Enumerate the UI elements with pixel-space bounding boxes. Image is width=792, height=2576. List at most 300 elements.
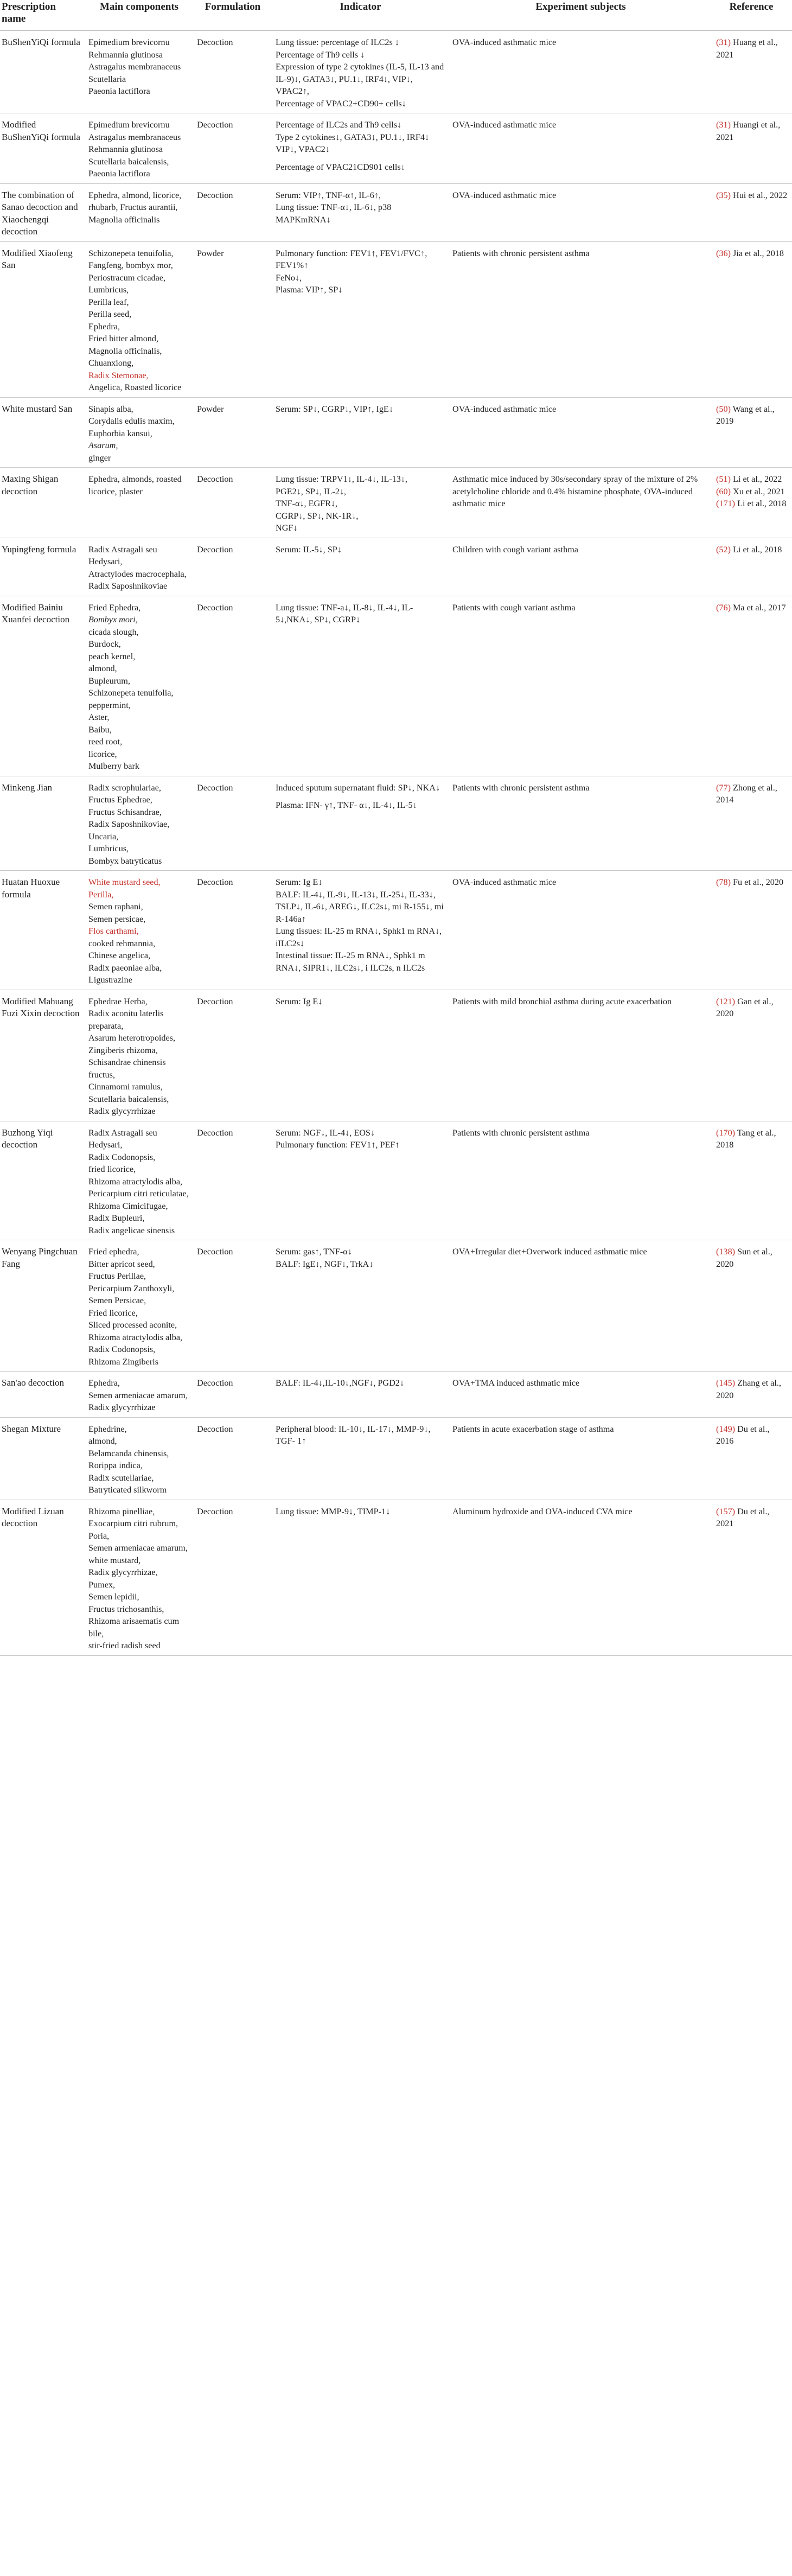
reference-entry (716, 544, 788, 556)
table-row (0, 113, 792, 184)
table-row (0, 31, 792, 113)
main-components-cell (87, 113, 195, 184)
reference-link[interactable]: (60) (716, 486, 731, 496)
reference-entry (716, 1377, 788, 1401)
reference-author: Li et al., 2018 (730, 544, 782, 554)
component-item: licorice, (88, 749, 117, 759)
component-item: Rehmannia glutinosa (88, 49, 163, 60)
component-item: Asarum heterotropoides, (88, 1033, 176, 1043)
component-item: Bupleurum, (88, 675, 130, 686)
indicator-line: Serum: IL-5↓, SP↓ (276, 544, 342, 554)
indicator-cell (274, 31, 451, 113)
component-item: Radix Codonopsis, (88, 1344, 156, 1354)
component-item: Radix Stemonae, (88, 370, 149, 380)
indicator-line: Intestinal tissue: IL-25 m RNA↓, Sphk1 m RNA↓, SIPR1↓, ILC2s↓, i ILC2s, n ILC2s (276, 951, 425, 973)
reference-entry (716, 1246, 788, 1270)
prescription-name-cell (0, 241, 87, 397)
prescription-name: Minkeng Jian (2, 782, 53, 793)
indicator-cell (274, 776, 451, 871)
main-components-cell (87, 538, 195, 596)
indicator-line: Serum: NGF↓, IL-4↓, EOS↓ (276, 1127, 375, 1138)
component-item: Bombyx mori, (88, 615, 138, 624)
experiment-subjects: OVA-induced asthmatic mice (452, 404, 557, 414)
prescription-name-cell (0, 397, 87, 468)
reference-link[interactable]: (76) (716, 602, 731, 613)
experiment-subjects-cell (451, 241, 714, 397)
reference-entry (716, 119, 788, 143)
experiment-subjects-cell (451, 596, 714, 776)
component-item: Radix glycyrrhizae (88, 1106, 156, 1116)
formulation-value: Decoction (197, 544, 233, 554)
indicator-cell (274, 1500, 451, 1655)
indicator-cell (274, 1417, 451, 1500)
header-main-components: Main components (87, 0, 195, 31)
component-item: Sinapis alba, (88, 404, 133, 414)
indicator-line: Lung tissue: TNF-a↓, IL-8↓, IL-4↓, IL-5↓,NKA↓, SP↓, CGRP↓ (276, 602, 413, 624)
table-row (0, 1121, 792, 1240)
reference-cell (714, 1240, 792, 1372)
component-item: Radix Astragali seu Hedysari, (88, 544, 157, 566)
reference-author: Wang et al., 2019 (716, 404, 777, 426)
formulation-cell (195, 1121, 274, 1240)
indicator-line: Percentage of VPAC21CD901 cells↓ (276, 162, 405, 172)
formulation-cell (195, 1372, 274, 1418)
main-components-cell (87, 1500, 195, 1655)
component-item: Astragalus membranaceus (88, 132, 181, 142)
indicator-line: Plasma: IFN- γ↑, TNF- α↓, IL-4↓, IL-5↓ (276, 800, 417, 810)
main-components-cell (87, 1372, 195, 1418)
component-item: Ephedrae Herba, (88, 996, 148, 1006)
component-item: Atractylodes macrocephala, (88, 569, 187, 579)
experiment-subjects: OVA-induced asthmatic mice (452, 877, 557, 887)
reference-cell (714, 1417, 792, 1500)
reference-link[interactable]: (149) (716, 1424, 736, 1434)
component-item: cooked rehmannia, (88, 938, 156, 948)
indicator-line: VIP↓, VPAC2↓ (276, 144, 330, 154)
component-item: Zingiberis rhizoma, (88, 1045, 158, 1055)
component-item: stir-fried radish seed (88, 1641, 161, 1650)
prescription-name: White mustard San (2, 403, 73, 414)
indicator-line: Percentage of Th9 cells ↓ (276, 49, 365, 60)
experiment-subjects-cell (451, 1500, 714, 1655)
component-item: Ephedra, (88, 321, 120, 331)
component-item: Pericarpium Zanthoxyli, (88, 1283, 175, 1293)
table-row (0, 1240, 792, 1372)
experiment-subjects: Patients with chronic persistent asthma (452, 1127, 590, 1138)
table-row (0, 596, 792, 776)
prescription-name-cell (0, 1500, 87, 1655)
indicator-line: Induced sputum supernatant fluid: SP↓, NKA↓ (276, 782, 440, 793)
component-item: Rehmannia glutinosa (88, 144, 163, 154)
component-item: Ligustrazine (88, 975, 132, 985)
component-item: Radix Codonopsis, (88, 1152, 156, 1162)
prescription-name: Modified Xiaofeng San (2, 247, 73, 270)
reference-link[interactable]: (157) (716, 1506, 736, 1516)
indicator-cell (274, 538, 451, 596)
prescription-name: Modified Mahuang Fuzi Xixin decoction (2, 996, 80, 1018)
component-item: Radix scrophulariae, (88, 782, 161, 793)
component-item: Uncaria, (88, 831, 119, 841)
main-components-cell (87, 596, 195, 776)
indicator-line: Serum: SP↓, CGRP↓, VIP↑, IgE↓ (276, 404, 393, 414)
component-item: Semen lepidii, (88, 1592, 139, 1602)
component-item: Radix aconitu laterlis preparata, (88, 1009, 164, 1031)
formulation-value: Decoction (197, 1127, 233, 1138)
component-item: Poria, (88, 1531, 110, 1541)
prescription-name-cell (0, 468, 87, 538)
header-prescription-name: Prescription name (0, 0, 87, 31)
formulation-cell (195, 1240, 274, 1372)
reference-link[interactable]: (170) (716, 1127, 736, 1138)
component-item: Pumex, (88, 1579, 116, 1590)
reference-link[interactable]: (31) (716, 120, 731, 130)
experiment-subjects-cell (451, 31, 714, 113)
component-item: Rorippa indica, (88, 1461, 143, 1470)
component-item: Mulberry bark (88, 761, 139, 771)
table-row (0, 1500, 792, 1655)
reference-entry (716, 782, 788, 806)
component-item: Euphorbia kansui, (88, 428, 152, 438)
prescription-name: Huatan Huoxue formula (2, 877, 60, 900)
formulation-value: Decoction (197, 877, 233, 887)
reference-link[interactable]: (31) (716, 37, 731, 47)
experiment-subjects-cell (451, 468, 714, 538)
component-item: fried licorice, (88, 1164, 136, 1174)
formulation-cell (195, 990, 274, 1121)
component-item: white mustard, (88, 1555, 141, 1565)
table-row (0, 990, 792, 1121)
experiment-subjects: OVA-induced asthmatic mice (452, 190, 557, 200)
formulation-cell (195, 776, 274, 871)
indicator-line: Pulmonary function: FEV1↑, FEV1/FVC↑, FEV1%↑ (276, 248, 427, 270)
main-components-cell (87, 31, 195, 113)
reference-author: Huangi et al., 2021 (716, 120, 783, 142)
component-item: Radix Bupleuri, (88, 1213, 145, 1223)
component-item: Fried Ephedra, (88, 602, 141, 613)
component-item: Semen armeniacae amarum, (88, 1390, 188, 1400)
reference-link[interactable]: (35) (716, 190, 731, 200)
component-item: Semen armeniacae amarum, (88, 1543, 188, 1553)
reference-author: Li et al., 2018 (735, 499, 787, 508)
component-item: Radix angelicae sinensis (88, 1225, 175, 1235)
header-row (0, 0, 792, 31)
reference-cell (714, 776, 792, 871)
reference-entry (716, 1127, 788, 1151)
reference-entry (716, 876, 788, 889)
prescription-name-cell (0, 871, 87, 990)
indicator-line: Lung tissues: IL-25 m RNA↓, Sphk1 m RNA↓, iILC2s↓ (276, 926, 442, 948)
main-components-cell (87, 1121, 195, 1240)
component-item: Rhizoma atractylodis alba, (88, 1176, 183, 1187)
component-item: Ephedra, (88, 1378, 120, 1388)
reference-cell (714, 596, 792, 776)
component-item: Epimedium brevicornu (88, 37, 170, 47)
component-item: Fried ephedra, (88, 1247, 139, 1257)
indicator-spacer (276, 156, 446, 161)
main-components-cell (87, 871, 195, 990)
reference-cell (714, 1121, 792, 1240)
component-item: Asarum, (88, 441, 118, 450)
component-item: Fangfeng, bombyx mor, (88, 260, 173, 270)
prescription-name-cell (0, 1121, 87, 1240)
reference-cell (714, 31, 792, 113)
reference-author: Zhang et al., 2020 (716, 1378, 784, 1400)
formulation-value: Decoction (197, 782, 233, 793)
reference-link[interactable]: (78) (716, 877, 731, 887)
indicator-line: Type 2 cytokines↓, GATA3↓, PU.1↓, IRF4↓ (276, 132, 430, 142)
prescription-name: Modified BuShenYiQi formula (2, 119, 80, 142)
indicator-line: BALF: IL-4↓,IL-10↓,NGF↓, PGD2↓ (276, 1378, 404, 1388)
experiment-subjects: Asthmatic mice induced by 30s/secondary spray of the mixture of 2% acetylcholine chloride and 0.4% histamine phosphate, OVA-induced asthmatic mice (452, 474, 698, 508)
indicator-cell (274, 990, 451, 1121)
reference-author: Hui et al., 2022 (730, 190, 788, 200)
component-item: Radix glycyrrhizae (88, 1402, 156, 1412)
reference-cell (714, 241, 792, 397)
indicator-line: Lung tissue: TRPV1↓, IL-4↓, IL-13↓, (276, 474, 407, 484)
component-item: Fried bitter almond, (88, 334, 159, 343)
main-components-cell (87, 1240, 195, 1372)
main-components-cell (87, 397, 195, 468)
main-components-cell (87, 241, 195, 397)
table-row (0, 1372, 792, 1418)
component-item: Semen raphani, (88, 902, 143, 911)
indicator-line: Lung tissue: TNF-α↓, IL-6↓, p38 MAPKmRNA↓ (276, 202, 392, 225)
formulation-value: Decoction (197, 602, 233, 613)
reference-entry (716, 996, 788, 1020)
reference-author: Gan et al., 2020 (716, 996, 776, 1018)
prescription-name-cell (0, 990, 87, 1121)
reference-entry (716, 1506, 788, 1530)
prescription-name: Buzhong Yiqi decoction (2, 1127, 53, 1150)
prescription-name-cell (0, 113, 87, 184)
indicator-line: TNF-α↓, EGFR↓, (276, 499, 338, 508)
component-item: Astragalus membranaceus (88, 62, 181, 72)
component-item: reed root, (88, 737, 123, 747)
component-item: Chuanxiong, (88, 358, 134, 368)
formulation-cell (195, 871, 274, 990)
reference-author: Li et al., 2022 (730, 474, 782, 484)
main-components-cell (87, 468, 195, 538)
component-item: almond, (88, 664, 117, 673)
indicator-line: Lung tissue: percentage of ILC2s ↓ (276, 37, 399, 47)
component-item: Scutellaria baicalensis, (88, 156, 169, 167)
prescription-name-cell (0, 596, 87, 776)
table-row (0, 183, 792, 241)
component-item: Semen persicae, (88, 914, 146, 924)
component-item: Fructus Schisandrae, (88, 807, 162, 817)
component-item: Batryticated silkworm (88, 1485, 167, 1495)
indicator-line: Serum: Ig E↓ (276, 996, 323, 1006)
reference-link[interactable]: (121) (716, 996, 736, 1006)
experiment-subjects: Patients with cough variant asthma (452, 602, 576, 613)
component-item: Radix Astragali seu Hedysari, (88, 1127, 157, 1150)
experiment-subjects: Aluminum hydroxide and OVA-induced CVA mice (452, 1506, 633, 1516)
component-item: peppermint, (88, 700, 131, 710)
indicator-cell (274, 468, 451, 538)
reference-link[interactable]: (36) (716, 248, 731, 258)
main-components-cell (87, 776, 195, 871)
reference-link[interactable]: (171) (716, 499, 736, 508)
formulation-value: Decoction (197, 1378, 233, 1388)
formulation-cell (195, 1500, 274, 1655)
experiment-subjects: OVA-induced asthmatic mice (452, 120, 557, 130)
reference-entry (716, 498, 788, 510)
reference-link[interactable]: (50) (716, 404, 731, 414)
main-components-cell (87, 1417, 195, 1500)
component-item: Baibu, (88, 724, 112, 735)
header-reference: Reference (714, 0, 792, 31)
reference-link[interactable]: (77) (716, 782, 731, 793)
component-item: Perilla, (88, 889, 114, 900)
experiment-subjects-cell (451, 113, 714, 184)
component-item: Cinnamomi ramulus, (88, 1082, 163, 1092)
indicator-line: CGRP↓, SP↓, NK-1R↓, (276, 511, 359, 521)
prescription-name: BuShenYiQi formula (2, 37, 80, 47)
experiment-subjects: OVA-induced asthmatic mice (452, 37, 557, 47)
formulation-cell (195, 183, 274, 241)
formulation-value: Powder (197, 248, 224, 258)
component-item: Exocarpium citri rubrum, (88, 1519, 178, 1528)
component-item: ginger (88, 452, 111, 463)
indicator-line: Percentage of VPAC2+CD90+ cells↓ (276, 98, 406, 109)
component-item: Corydalis edulis maxim, (88, 416, 175, 426)
reference-cell (714, 538, 792, 596)
prescription-name: Maxing Shigan decoction (2, 474, 59, 496)
component-item: Rhizoma pinelliae, (88, 1506, 155, 1516)
component-item: Schisandrae chinensis fructus, (88, 1057, 166, 1080)
component-item: Fructus Perillae, (88, 1271, 146, 1281)
formulation-value: Decoction (197, 1506, 233, 1516)
component-item: Epimedium brevicornu (88, 120, 170, 130)
table-row (0, 538, 792, 596)
component-item: Chinese angelica, (88, 951, 151, 960)
experiment-subjects-cell (451, 871, 714, 990)
experiment-subjects-cell (451, 1121, 714, 1240)
reference-link[interactable]: (51) (716, 474, 731, 484)
indicator-line: NGF↓ (276, 523, 298, 533)
reference-author: Huang et al., 2021 (716, 37, 780, 60)
prescription-name-cell (0, 1240, 87, 1372)
component-item: Burdock, (88, 639, 121, 649)
table-row (0, 241, 792, 397)
formulation-value: Decoction (197, 37, 233, 47)
formulation-cell (195, 31, 274, 113)
reference-author: Sun et al., 2020 (716, 1247, 775, 1269)
component-item: Radix scutellariae, (88, 1472, 154, 1483)
table-row (0, 468, 792, 538)
component-item: Rhizoma Cimicifugae, (88, 1201, 168, 1211)
component-item: Schizonepeta tenuifolia, (88, 248, 174, 258)
prescription-name-cell (0, 1372, 87, 1418)
component-item: Bitter apricot seed, (88, 1259, 155, 1269)
indicator-cell (274, 1121, 451, 1240)
indicator-line: Pulmonary function: FEV1↑, PEF↑ (276, 1140, 400, 1150)
formulation-cell (195, 113, 274, 184)
indicator-line: Percentage of ILC2s and Th9 cells↓ (276, 120, 402, 130)
component-item: Ephedra, almond, licorice, rhubarb, Fructus aurantii, Magnolia officinalis (88, 190, 182, 225)
component-item: peach kernel, (88, 651, 136, 661)
component-item: Magnolia officinalis, (88, 346, 162, 356)
prescription-name: The combination of Sanao decoction and Xiaochengqi decoction (2, 189, 78, 237)
formulation-value: Powder (197, 404, 224, 414)
component-item: Pericarpium citri reticulatae, (88, 1189, 189, 1198)
component-item: cicada slough, (88, 627, 139, 637)
reference-link[interactable]: (52) (716, 544, 731, 554)
experiment-subjects-cell (451, 1372, 714, 1418)
header-formulation: Formulation (195, 0, 274, 31)
reference-cell (714, 1500, 792, 1655)
component-item: Bombyx batryticatus (88, 856, 162, 866)
table-row (0, 397, 792, 468)
indicator-line: Peripheral blood: IL-10↓, IL-17↓, MMP-9↓, TGF- 1↑ (276, 1424, 431, 1446)
prescription-name: Modified Lizuan decoction (2, 1506, 64, 1528)
experiment-subjects: Patients with chronic persistent asthma (452, 782, 590, 793)
component-item: Radix glycyrrhizae, (88, 1567, 158, 1577)
experiment-subjects: Patients with chronic persistent asthma (452, 248, 590, 258)
reference-entry (716, 473, 788, 486)
formulation-value: Decoction (197, 1424, 233, 1434)
experiment-subjects: OVA+TMA induced asthmatic mice (452, 1378, 580, 1388)
table-row (0, 776, 792, 871)
component-item: Radix Saposhnikoviae, (88, 819, 170, 829)
component-item: Lumbricus, (88, 285, 129, 295)
component-item: Paeonia lactiflora (88, 86, 150, 96)
experiment-subjects-cell (451, 538, 714, 596)
formulation-value: Decoction (197, 190, 233, 200)
component-item: Fructus Ephedrae, (88, 795, 152, 805)
prescription-name-cell (0, 31, 87, 113)
component-item: Flos carthami, (88, 926, 139, 936)
main-components-cell (87, 990, 195, 1121)
indicator-line: Serum: Ig E↓ (276, 877, 323, 887)
component-item: Lumbricus, (88, 844, 129, 853)
reference-entry (716, 602, 788, 614)
prescription-name: Wenyang Pingchuan Fang (2, 1246, 78, 1269)
reference-cell (714, 990, 792, 1121)
experiment-subjects: Children with cough variant asthma (452, 544, 578, 554)
reference-entry (716, 403, 788, 428)
experiment-subjects-cell (451, 397, 714, 468)
header-experiment-subjects: Experiment subjects (451, 0, 714, 31)
reference-author: Zhong et al., 2014 (716, 782, 780, 805)
prescription-name: Modified Bainiu Xuanfei decoction (2, 602, 70, 624)
experiment-subjects-cell (451, 1240, 714, 1372)
indicator-cell (274, 1372, 451, 1418)
main-components-cell (87, 183, 195, 241)
formulation-cell (195, 596, 274, 776)
component-item: Radix Saposhnikoviae (88, 581, 168, 591)
reference-cell (714, 1372, 792, 1418)
indicator-line: Serum: VIP↑, TNF-α↑, IL-6↑, (276, 190, 381, 200)
indicator-line: BALF: IgE↓, NGF↓, TrkA↓ (276, 1259, 374, 1269)
reference-link[interactable]: (138) (716, 1247, 736, 1257)
indicator-cell (274, 596, 451, 776)
reference-author: Jia et al., 2018 (730, 248, 784, 258)
indicator-cell (274, 113, 451, 184)
experiment-subjects-cell (451, 183, 714, 241)
reference-link[interactable]: (145) (716, 1378, 736, 1388)
reference-entry (716, 36, 788, 61)
component-item: Rhizoma Zingiberis (88, 1356, 159, 1367)
component-item: Belamcanda chinensis, (88, 1448, 169, 1458)
component-item: Rhizoma arisaematis cum bile, (88, 1616, 180, 1638)
reference-entry (716, 247, 788, 260)
component-item: Schizonepeta tenuifolia, (88, 688, 174, 698)
prescription-name: Shegan Mixture (2, 1423, 61, 1434)
formulation-cell (195, 397, 274, 468)
header-indicator: Indicator (274, 0, 451, 31)
indicator-cell (274, 871, 451, 990)
